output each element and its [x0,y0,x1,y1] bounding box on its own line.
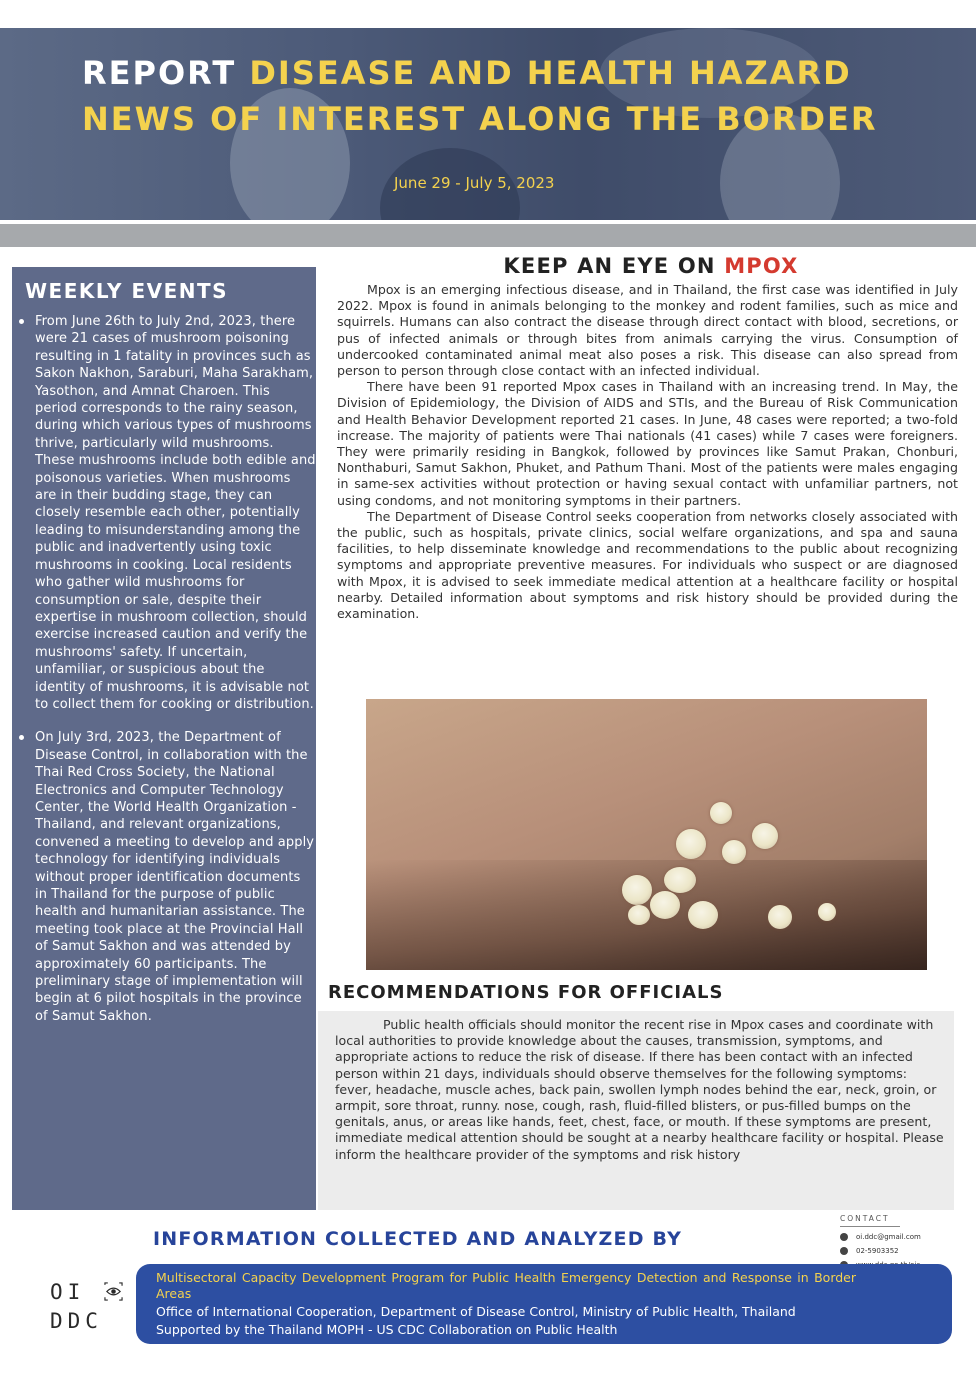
recommendations-heading: RECOMMENDATIONS FOR OFFICIALS [328,982,724,1003]
article-paragraph: Mpox is an emerging infectious disease, and in Thailand, the first case was identified in July 2022. Mpox is found in animals belonging to the monkey and rodent families, such as mice and squirrels. Humans can also contract the disease through direct contact with blood, secretions, or pus of infected animals or through bites from animals carrying the virus. Consumption of undercooked contaminated animal meat also poses a risk. This disease can also spread from person to person through close contact with an infected individual. [337,282,958,379]
contact-email[interactable]: oi.ddc@gmail.com [856,1233,921,1241]
weekly-events-panel [12,267,316,1210]
article-paragraph: There have been 91 reported Mpox cases in Thailand with an increasing trend. In May, the Division of Epidemiology, the Division of AIDS and STIs, and the Bureau of Risk Communication and Health Behavior Development reported 21 cases. In June, 48 cases were reported; a two-fold increase. The majority of patients were Thai nationals (41 cases) while 7 cases were foreigners. They were primarily residing in Bangkok, followed by provinces like Samut Prakan, Chonburi, Nonthaburi, Samut Sakhon, Phuket, and Pathum Thani. Most of the patients were males engaging in same-sex activities without protection or having sexual contact with unfamiliar partners, not using condoms, and not monitoring symptoms in their partners. [337,379,958,508]
program-name: Multisectoral Capacity Development Program for Public Health Emergency Detection and Response in Border Areas [156,1270,856,1301]
lesion [622,875,652,905]
article-paragraph: The Department of Disease Control seeks cooperation from networks closely associated with the public, such as hospitals, private clinics, social welfare organizations, and spa and sauna facilities, to help disseminate knowledge and recommendations to the public about recognizing symptoms and appropriate preventive measures. For individuals who suspect or are diagnosed with Mpox, it is advised to seek immediate medical attention at a healthcare facility or hospital nearby. Detailed information about symptoms and risk history should be provided during the examination. [337,508,958,622]
contact-divider [840,1226,900,1227]
recommendations-text: Public health officials should monitor the recent rise in Mpox cases and coordinate with local authorities to provide knowledge about the causes, transmission, symptoms, and appropriate actions to reduce the risk of disease. If there has been contact with an infected person within 21 days, individuals should observe themselves for the following symptoms: fever, headache, muscle aches, back pain, swollen lymph nodes behind the ear, neck, groin, or armpit, sore throat, runny. nose, cough, rash, fluid-filled blisters, or pus-filled bumps on the genitals, anus, or areas like hands, feet, chest, face, or mouth. If these symptoms are present, immediate medical attention should be sought at a nearby healthcare facility or hospital. Please inform the healthcare provider of the symptoms and risk history [335,1017,944,1162]
weekly-events-heading: WEEKLY EVENTS [25,279,229,303]
mpox-lesion-photo [366,699,927,970]
report-title-line2: NEWS OF INTEREST ALONG THE BORDER [82,100,878,138]
logo-line2: DDC [50,1309,103,1333]
contact-phone: 02-5903352 [856,1247,899,1255]
lesion [628,905,650,925]
lesion [676,829,706,859]
report-title-line1: DISEASE AND HEALTH HAZARD [249,54,852,92]
lesion [818,903,836,921]
lesion [722,840,746,864]
contact-phone-row [840,1244,970,1258]
list-item: On July 3rd, 2023, the Department of Disease Control, in collaboration with the Thai Red Cross Society, the National Electronics and Computer Technology Center, the World Health Organization - Thailand, and relevant organizations, convened a meeting to develop and apply technology for identifying individuals without proper identification documents in Thailand for the purpose of public health and humanitarian assistance. The meeting took place at the Provincial Hall of Samut Sakhon and was attended by approximately 60 participants. The preliminary stage of implementation will begin at 6 pilot hospitals in the province of Samut Sakhon. [16,729,316,1025]
phone-icon [840,1247,848,1255]
lesion [688,901,718,929]
contact-label: CONTACT [840,1214,890,1223]
footer-heading: INFORMATION COLLECTED AND ANALYZED BY [153,1228,683,1250]
oi-ddc-logo [50,1278,130,1338]
article-title-highlight: MPOX [724,254,799,278]
list-item: From June 26th to July 2nd, 2023, there were 21 cases of mushroom poisoning resulting in 1 fatality in provinces such as Sakon Nakhon, Saraburi, Maha Sarakham, Yasothon, and Amnat Charoen. This period corresponds to the rainy season, during which various types of mushrooms thrive, particularly wild mushrooms. These mushrooms include both edible and poisonous varieties. When mushrooms are in their budding stage, they can closely resemble each other, potentially leading to misunderstanding among the public and inadvertently using toxic mushrooms in cooking. Local residents who gather wild mushrooms for consumption or sale, despite their expertise in mushroom collection, should exercise increased caution and verify the mushrooms' safety. If uncertain, unfamiliar, or suspicious about the identity of mushrooms, it is advisable not to collect them for cooking or distribution. [16,313,316,713]
recommendations-box [318,1011,954,1210]
lesion [664,867,696,893]
report-title-prefix: REPORT [82,54,237,92]
lesion [650,891,680,919]
lesion [710,802,732,824]
lesion [752,823,778,849]
article-title [340,254,962,278]
lesion [768,905,792,929]
weekly-events-list [16,313,316,1041]
report-title [82,50,942,142]
contact-email-row[interactable] [840,1230,970,1244]
divider-bar [0,224,976,247]
organization-info-box [136,1264,952,1344]
header-banner [0,28,976,220]
office-name: Office of International Cooperation, Department of Disease Control, Ministry of Public Health, Thailand [156,1304,796,1319]
article-body [337,282,958,622]
email-icon [840,1233,848,1241]
eye-icon [104,1282,123,1301]
article-title-prefix: KEEP AN EYE ON [503,254,725,278]
logo-line1: OI [50,1280,86,1304]
support-statement: Supported by the Thailand MOPH - US CDC Collaboration on Public Health [156,1322,618,1337]
report-date-range: June 29 - July 5, 2023 [394,174,555,192]
